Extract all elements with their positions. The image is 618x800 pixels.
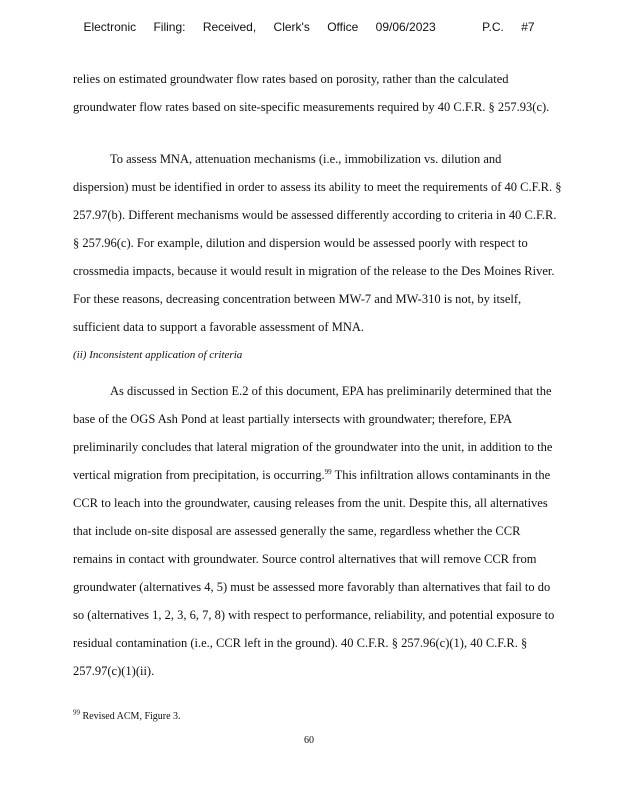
header-part: 09/06/2023 [375, 20, 436, 34]
text-line: 257.97(c)(1)(ii). [73, 664, 155, 678]
header-part: Electronic [83, 20, 137, 34]
text-line: so (alternatives 1, 2, 3, 6, 7, 8) with respect to performance, reliability, and potential exposure to [73, 608, 555, 622]
paragraph-2 [73, 145, 598, 341]
footnote-text: Revised ACM, Figure 3. [82, 711, 181, 722]
header-part: Filing: [153, 20, 186, 34]
header-part: #7 [521, 20, 535, 34]
footnote-marker: 99 [73, 708, 80, 717]
header-part: Office [327, 20, 359, 34]
header-part: P.C. [482, 20, 504, 34]
paragraph-gap [73, 121, 598, 145]
text-line: residual contamination (i.e., CCR left in the ground). 40 C.F.R. § 257.96(c)(1), 40 C.F.R. § [73, 636, 528, 650]
paragraph-1 [73, 65, 598, 121]
text-line: To assess MNA, attenuation mechanisms (i.e., immobilization vs. dilution and [110, 152, 502, 166]
header-part: Clerk's [273, 20, 310, 34]
text-line: CCR to leach into the groundwater, causing releases from the unit. Despite this, all alternatives [73, 496, 548, 510]
text-line: remains in contact with groundwater. Source control alternatives that will remove CCR from [73, 552, 537, 566]
text-line: relies on estimated groundwater flow rates based on porosity, rather than the calculated [73, 72, 509, 86]
text-line: groundwater (alternatives 4, 5) must be assessed more favorably than alternatives that fail to do [73, 580, 551, 594]
section-subheading: (ii) Inconsistent application of criteria [73, 349, 243, 361]
text-segment: This infiltration allows contaminants in the [334, 468, 551, 482]
text-segment: vertical migration from precipitation, is occurring. [73, 468, 325, 482]
document-body [73, 65, 598, 685]
text-line: that include on-site disposal are assessed generally the same, regardless whether the CCR [73, 524, 521, 538]
paragraph-gap [73, 369, 598, 377]
text-line: preliminarily concludes that lateral migration of the groundwater into the unit, in addition to the [73, 440, 553, 454]
text-line: groundwater flow rates based on site-specific measurements required by 40 C.F.R. § 257.93(c). [73, 100, 550, 114]
text-line: dispersion) must be identified in order to assess its ability to meet the requirements of 40 C.F.R. § [73, 180, 562, 194]
footnote [73, 708, 181, 722]
text-line: crossmedia impacts, because it would result in migration of the release to the Des Moines River. [73, 264, 555, 278]
header-part: Received, [202, 20, 257, 34]
page-header [0, 20, 618, 34]
text-line: § 257.96(c). For example, dilution and dispersion would be assessed poorly with respect to [73, 236, 528, 250]
page-number: 60 [304, 735, 314, 746]
footnote-reference: 99 [324, 467, 332, 476]
text-line: 257.97(b). Different mechanisms would be assessed differently according to criteria in 40 C.F.R. [73, 208, 557, 222]
text-line: sufficient data to support a favorable assessment of MNA. [73, 320, 365, 334]
paragraph-3 [73, 377, 598, 685]
text-line: For these reasons, decreasing concentration between MW-7 and MW-310 is not, by itself, [73, 292, 522, 306]
text-line-with-footnote [73, 461, 598, 489]
text-line: base of the OGS Ash Pond at least partially intersects with groundwater; therefore, EPA [73, 412, 513, 426]
text-line: As discussed in Section E.2 of this document, EPA has preliminarily determined that the [110, 384, 552, 398]
